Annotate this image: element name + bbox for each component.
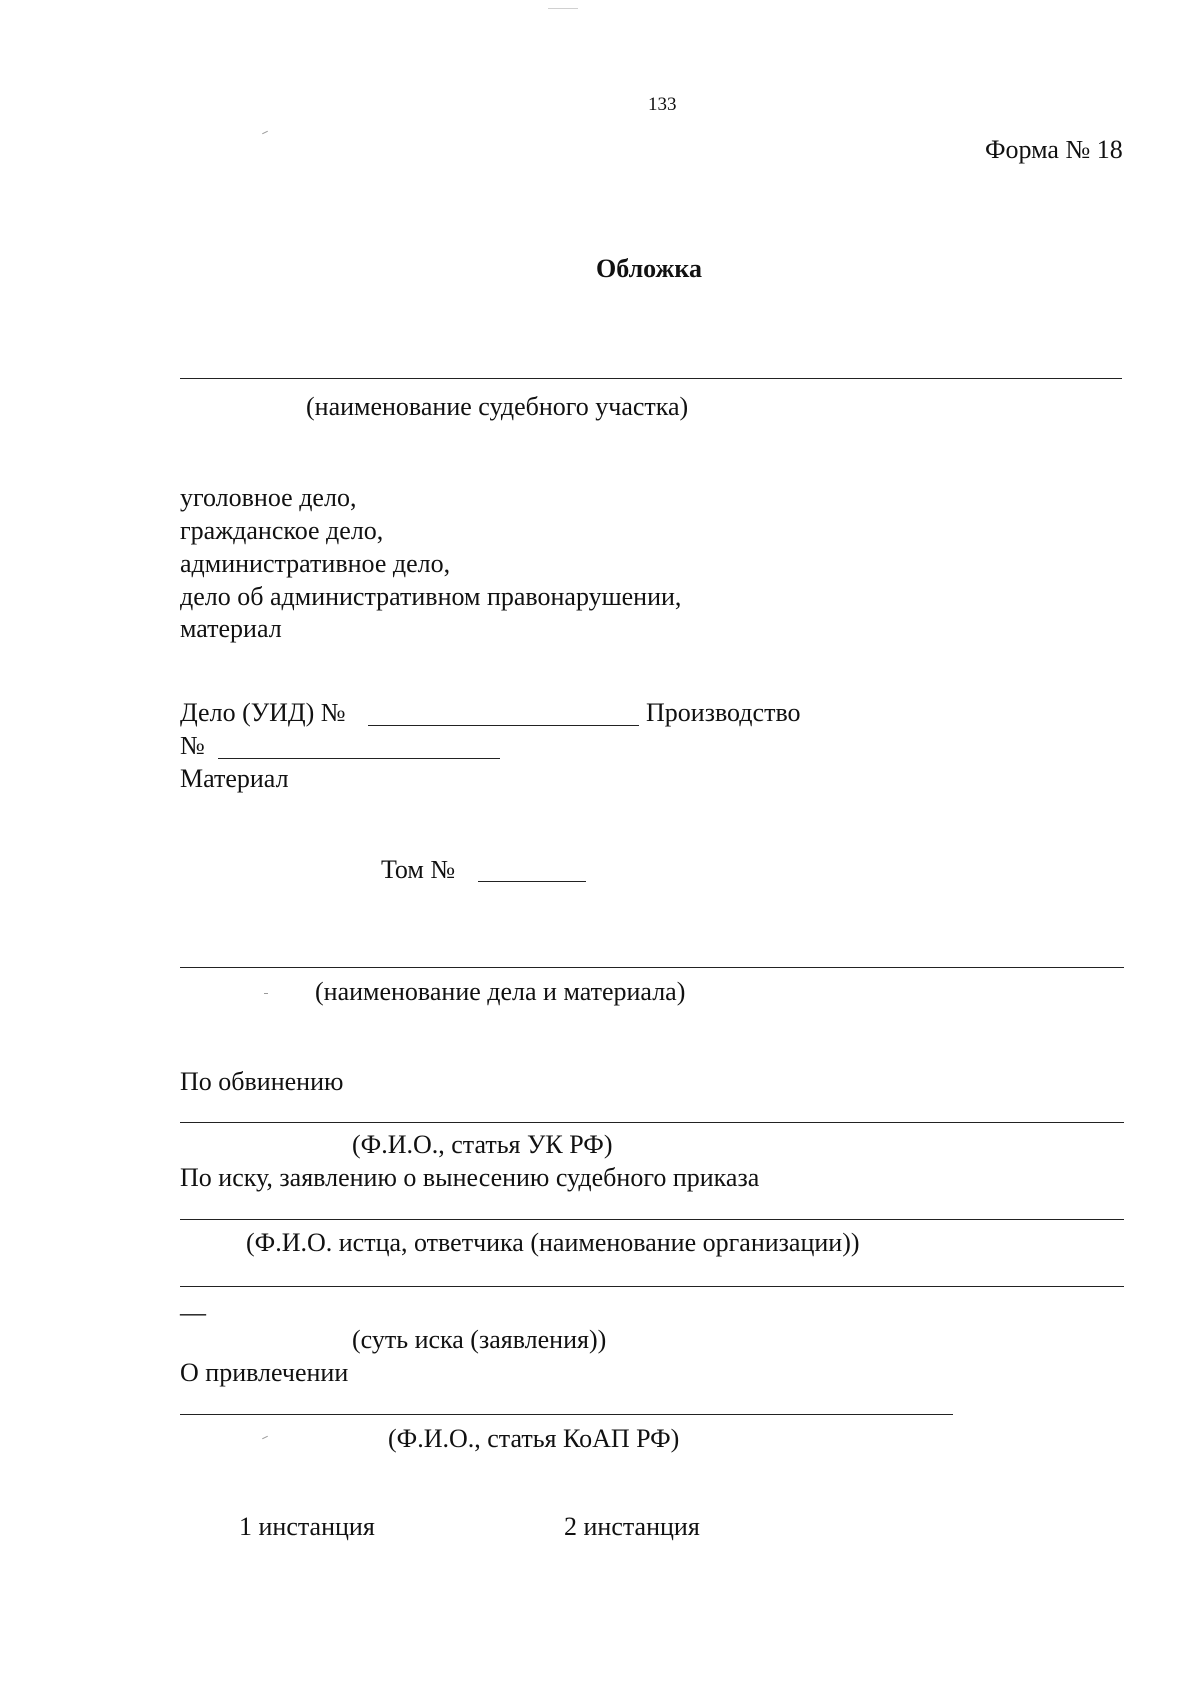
scan-speck bbox=[262, 131, 268, 134]
case-type-administrative: административное дело, bbox=[180, 549, 451, 578]
scan-speck bbox=[262, 1436, 268, 1439]
claim-label: По иску, заявлению о вынесению судебного приказа bbox=[180, 1163, 760, 1192]
case-uid-label: Дело (УИД) № bbox=[180, 698, 346, 727]
form-label: Форма № 18 bbox=[985, 135, 1123, 164]
case-type-material: материал bbox=[180, 614, 282, 643]
proceeding-number-sign: № bbox=[180, 731, 205, 760]
page-number: 133 bbox=[648, 94, 677, 115]
court-name-line[interactable] bbox=[180, 378, 1122, 379]
case-type-offense: дело об административном правонарушении, bbox=[180, 582, 682, 611]
accusation-label: По обвинению bbox=[180, 1067, 344, 1096]
material-label: Материал bbox=[180, 764, 289, 793]
case-type-civil: гражданское дело, bbox=[180, 516, 384, 545]
scan-speck bbox=[264, 993, 268, 994]
claim-parties-caption: (Ф.И.О. истца, ответчика (наименование организации)) bbox=[246, 1228, 860, 1257]
volume-label: Том № bbox=[381, 855, 456, 884]
claim-parties-line[interactable] bbox=[180, 1219, 1124, 1220]
instance-2-label: 2 инстанция bbox=[564, 1512, 700, 1541]
claim-essence-line[interactable] bbox=[180, 1286, 1124, 1287]
court-name-caption: (наименование судебного участка) bbox=[306, 392, 689, 421]
proceeding-number-line[interactable] bbox=[218, 758, 500, 759]
attraction-label: О привлечении bbox=[180, 1358, 349, 1387]
case-name-caption: (наименование дела и материала) bbox=[315, 977, 686, 1006]
claim-dash: — bbox=[180, 1298, 206, 1327]
accusation-line[interactable] bbox=[180, 1122, 1124, 1123]
accusation-caption: (Ф.И.О., статья УК РФ) bbox=[352, 1130, 613, 1159]
case-name-line[interactable] bbox=[180, 967, 1124, 968]
attraction-line[interactable] bbox=[180, 1414, 953, 1415]
case-uid-line[interactable] bbox=[368, 725, 639, 726]
case-type-criminal: уголовное дело, bbox=[180, 483, 357, 512]
proceeding-label: Производство bbox=[646, 698, 801, 727]
volume-number-line[interactable] bbox=[478, 881, 586, 882]
scan-speck bbox=[548, 8, 578, 9]
attraction-caption: (Ф.И.О., статья КоАП РФ) bbox=[388, 1424, 680, 1453]
page-title: Обложка bbox=[596, 254, 702, 283]
instance-1-label: 1 инстанция bbox=[239, 1512, 375, 1541]
claim-essence-caption: (суть иска (заявления)) bbox=[352, 1325, 607, 1354]
